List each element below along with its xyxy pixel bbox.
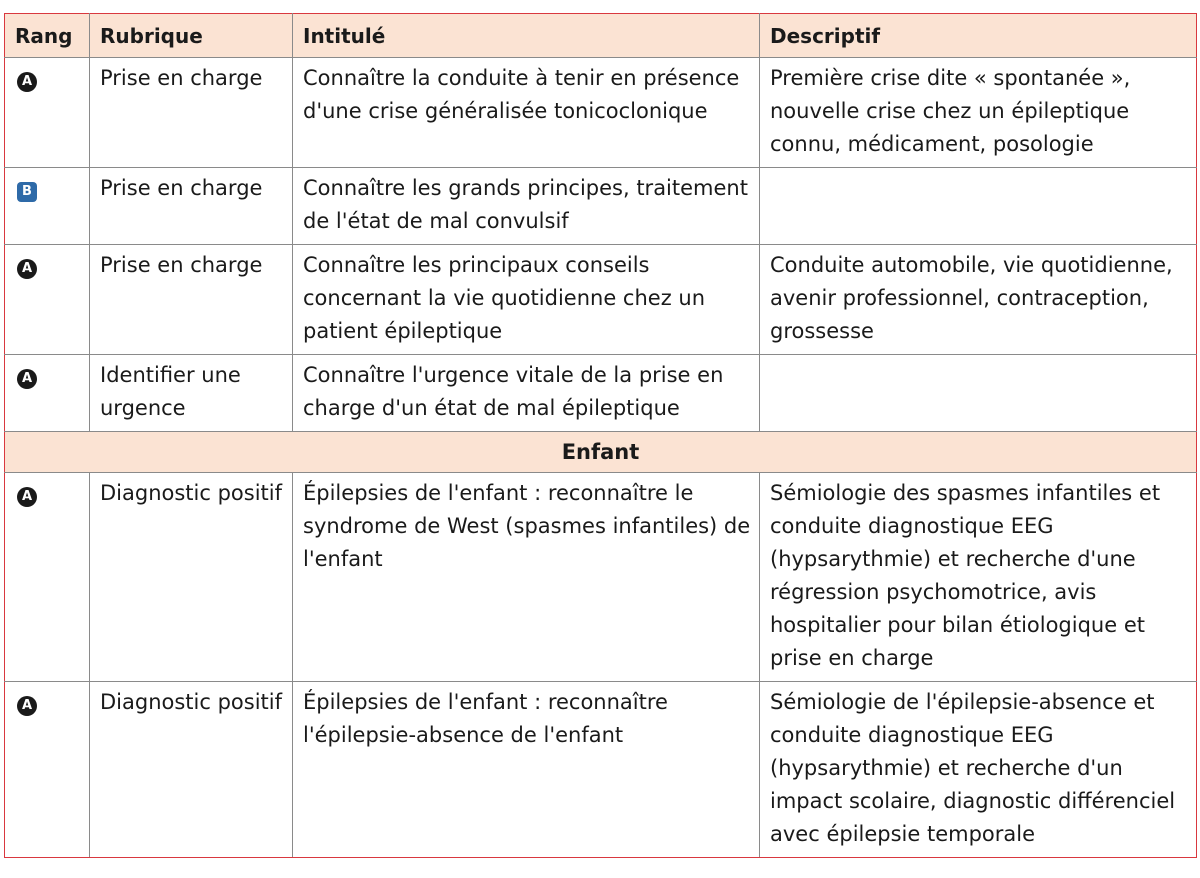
rang-a-badge-icon: A (17, 72, 37, 92)
intitule-cell: Connaître les principaux conseils concernant la vie quotidienne chez un patient épileptique (293, 245, 760, 355)
descriptif-cell: Première crise dite « spontanée », nouvelle crise chez un épileptique connu, médicament, posologie (760, 58, 1197, 168)
rubrique-cell: Prise en charge (90, 58, 293, 168)
rang-cell (5, 168, 90, 245)
objectives-table (4, 13, 1197, 858)
descriptif-cell: Sémiologie des spasmes infantiles et conduite diagnostique EEG (hypsarythmie) et recherche d'une régression psychomotrice, avis hospitalier pour bilan étiologique et prise en charge (760, 473, 1197, 682)
descriptif-cell: Conduite automobile, vie quotidienne, avenir professionnel, contraception, grossesse (760, 245, 1197, 355)
descriptif-cell: Sémiologie de l'épilepsie-absence et conduite diagnostique EEG (hypsarythmie) et recherche d'un impact scolaire, diagnostic différenciel avec épilepsie temporale (760, 682, 1197, 858)
table-row (5, 58, 1197, 168)
rang-cell (5, 58, 90, 168)
header-descriptif: Descriptif (760, 14, 1197, 58)
table-header-row (5, 14, 1197, 58)
header-intitule: Intitulé (293, 14, 760, 58)
rang-a-badge-icon: A (17, 259, 37, 279)
rubrique-cell: Diagnostic positif (90, 682, 293, 858)
rang-b-badge-icon: B (17, 182, 37, 202)
table-row (5, 245, 1197, 355)
rang-cell (5, 355, 90, 432)
rubrique-cell: Identifier une urgence (90, 355, 293, 432)
intitule-cell: Connaître la conduite à tenir en présence d'une crise généralisée tonicoclonique (293, 58, 760, 168)
intitule-cell: Épilepsies de l'enfant : reconnaître le syndrome de West (spasmes infantiles) de l'enfant (293, 473, 760, 682)
descriptif-cell (760, 168, 1197, 245)
rang-cell (5, 682, 90, 858)
header-rang: Rang (5, 14, 90, 58)
header-rubrique: Rubrique (90, 14, 293, 58)
intitule-cell: Connaître l'urgence vitale de la prise en charge d'un état de mal épileptique (293, 355, 760, 432)
table-row (5, 473, 1197, 682)
rang-a-badge-icon: A (17, 487, 37, 507)
rang-cell (5, 473, 90, 682)
table-row (5, 168, 1197, 245)
rubrique-cell: Prise en charge (90, 245, 293, 355)
descriptif-cell (760, 355, 1197, 432)
rang-a-badge-icon: A (17, 369, 37, 389)
section-title: Enfant (5, 432, 1197, 473)
table-row (5, 682, 1197, 858)
section-row-enfant (5, 432, 1197, 473)
intitule-cell: Épilepsies de l'enfant : reconnaître l'épilepsie-absence de l'enfant (293, 682, 760, 858)
rubrique-cell: Prise en charge (90, 168, 293, 245)
rang-cell (5, 245, 90, 355)
table-row (5, 355, 1197, 432)
rang-a-badge-icon: A (17, 696, 37, 716)
rubrique-cell: Diagnostic positif (90, 473, 293, 682)
intitule-cell: Connaître les grands principes, traitement de l'état de mal convulsif (293, 168, 760, 245)
